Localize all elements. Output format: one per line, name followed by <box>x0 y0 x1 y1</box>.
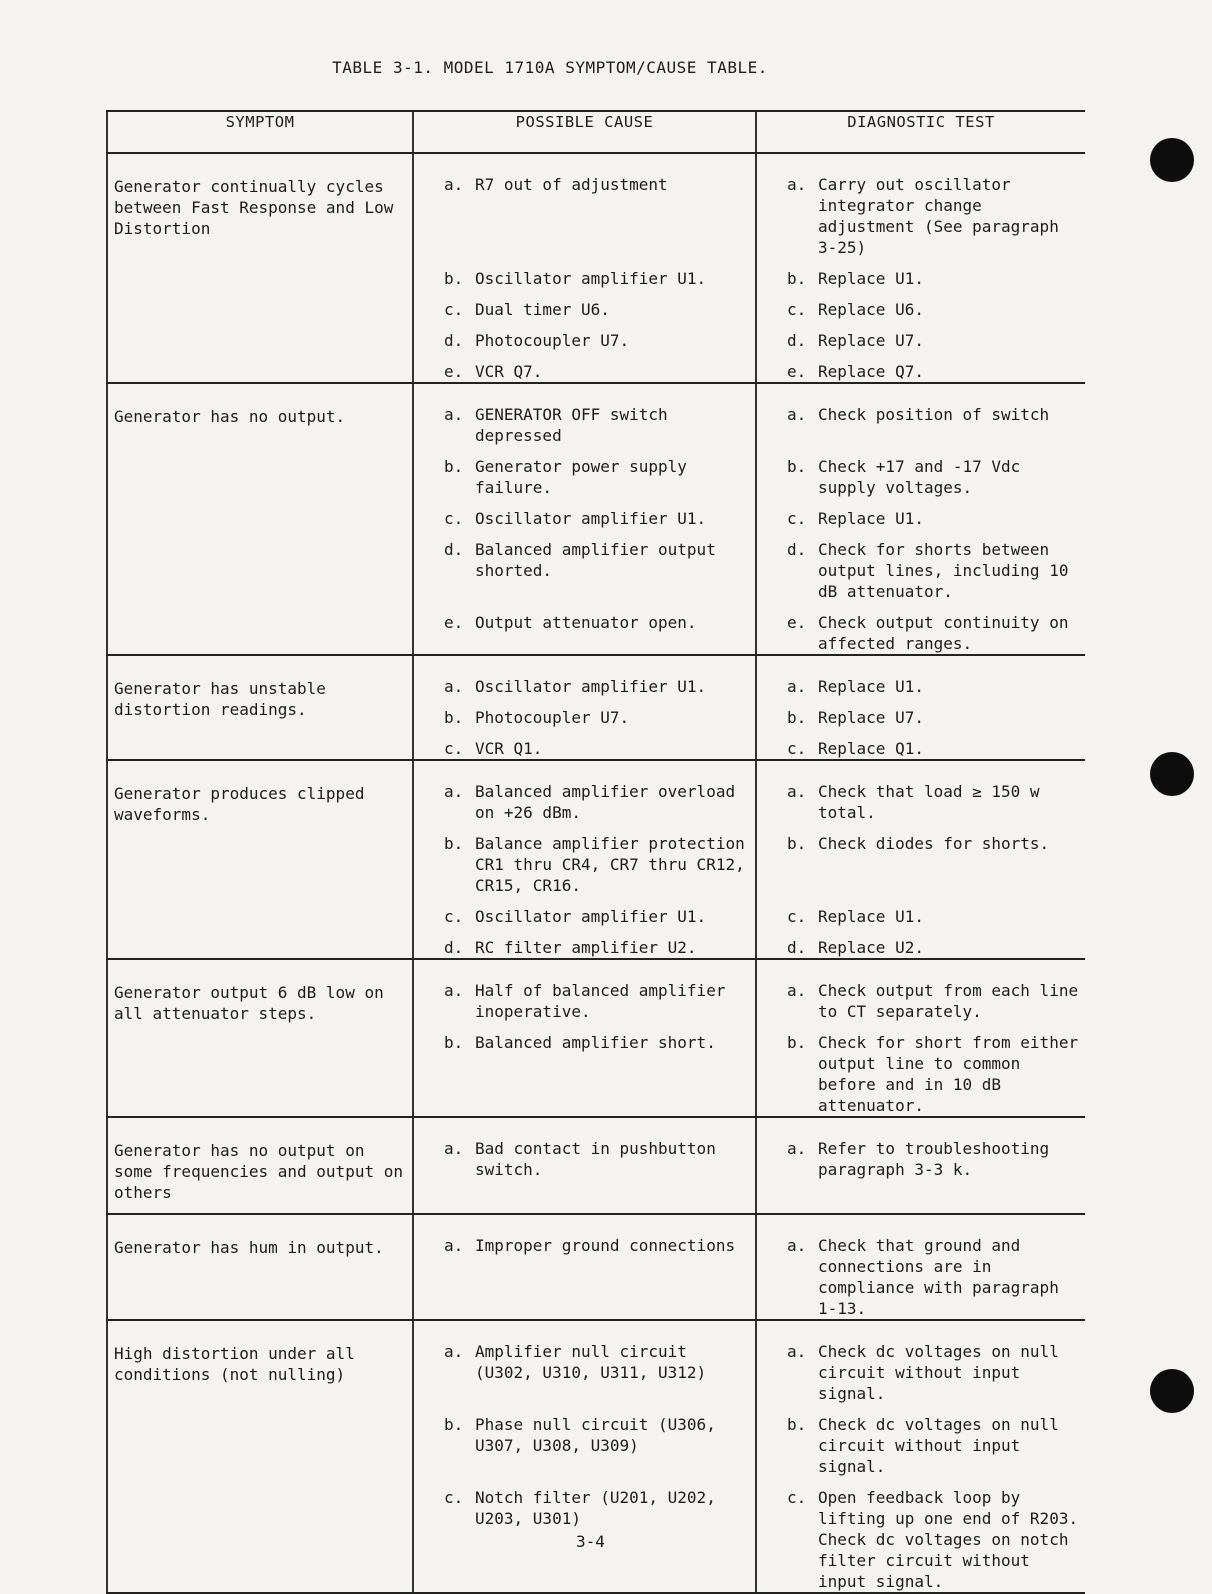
cause-item-text: Amplifier null circuit (U302, U310, U311, U312) <box>475 1342 707 1382</box>
test-item-text: Refer to troubleshooting paragraph 3-3 k. <box>818 1139 1050 1179</box>
test-item-letter: a. <box>787 405 807 424</box>
test-item <box>757 268 1085 289</box>
cause-item-text: Bad contact in pushbutton switch. <box>475 1139 716 1179</box>
cause-item-letter: a. <box>444 1139 464 1158</box>
cause-item-text: VCR Q7. <box>475 362 543 381</box>
test-item-letter: a. <box>787 1139 807 1158</box>
test-item-letter: a. <box>787 1342 807 1361</box>
test-item-text: Replace U1. <box>818 677 924 696</box>
cause-item <box>414 906 755 927</box>
binder-hole <box>1150 752 1194 796</box>
cause-item-text: Balanced amplifier output shorted. <box>475 540 716 580</box>
test-item-letter: c. <box>787 1488 807 1507</box>
test-item-text: Replace U6. <box>818 300 924 319</box>
table-row <box>107 153 1085 383</box>
test-item-letter: c. <box>787 907 807 926</box>
cause-item-text: GENERATOR OFF switch depressed <box>475 405 668 445</box>
cause-item-letter: a. <box>444 405 464 424</box>
test-item-text: Replace U2. <box>818 938 924 957</box>
test-item <box>757 833 1085 896</box>
cause-item <box>414 1341 755 1404</box>
test-item-letter: b. <box>787 269 807 288</box>
symptom-cell <box>107 959 413 1117</box>
cause-item-text: Photocoupler U7. <box>475 331 630 350</box>
cause-item-text: Oscillator amplifier U1. <box>475 509 707 528</box>
cause-item-letter: e. <box>444 613 464 632</box>
cause-item <box>414 833 755 896</box>
test-item-letter: a. <box>787 782 807 801</box>
test-item <box>757 612 1085 654</box>
cause-item-letter: b. <box>444 457 464 476</box>
cause-item <box>414 539 755 602</box>
test-item-letter: d. <box>787 938 807 957</box>
test-item <box>757 738 1085 759</box>
cause-cell <box>413 1320 756 1593</box>
cause-item-letter: d. <box>444 540 464 559</box>
cause-item <box>414 738 755 759</box>
test-item-text: Check output from each line to CT separately. <box>818 981 1079 1021</box>
test-item <box>757 456 1085 498</box>
cause-item-letter: a. <box>444 175 464 194</box>
cause-item-letter: a. <box>444 782 464 801</box>
test-cell <box>756 655 1085 760</box>
test-item-text: Replace U7. <box>818 708 924 727</box>
test-item <box>757 1235 1085 1319</box>
cause-item-text: Improper ground connections <box>475 1236 736 1255</box>
cause-item-text: Oscillator amplifier U1. <box>475 907 707 926</box>
test-cell <box>756 760 1085 959</box>
test-item-letter: e. <box>787 613 807 632</box>
cause-item-letter: b. <box>444 1033 464 1052</box>
symptom-text: High distortion under all conditions (not nulling) <box>114 1344 355 1384</box>
cause-item-text: Phase null circuit (U306, U307, U308, U309) <box>475 1415 716 1455</box>
test-item <box>757 174 1085 258</box>
symptom-text: Generator has no output on some frequencies and output on others <box>114 1141 403 1202</box>
test-item-letter: a. <box>787 677 807 696</box>
test-item-letter: b. <box>787 457 807 476</box>
cause-item-letter: b. <box>444 708 464 727</box>
header-possible-cause: POSSIBLE CAUSE <box>413 111 756 153</box>
symptom-cell <box>107 760 413 959</box>
cause-item-text: Half of balanced amplifier inoperative. <box>475 981 726 1021</box>
cause-item <box>414 268 755 289</box>
symptom-text: Generator continually cycles between Fast Response and Low Distortion <box>114 177 394 238</box>
test-item <box>757 330 1085 351</box>
cause-item <box>414 612 755 654</box>
test-item-letter: a. <box>787 1236 807 1255</box>
test-item <box>757 1414 1085 1477</box>
test-cell <box>756 153 1085 383</box>
cause-item-letter: c. <box>444 300 464 319</box>
cause-cell <box>413 383 756 655</box>
test-item-text: Carry out oscillator integrator change adjustment (See paragraph 3-25) <box>818 175 1059 257</box>
test-item <box>757 508 1085 529</box>
test-item-text: Replace U1. <box>818 269 924 288</box>
test-item <box>757 676 1085 697</box>
test-item-letter: a. <box>787 981 807 1000</box>
test-item-text: Check that ground and connections are in compliance with paragraph 1-13. <box>818 1236 1059 1318</box>
symptom-text: Generator has hum in output. <box>114 1238 384 1257</box>
cause-item-letter: c. <box>444 907 464 926</box>
header-diagnostic-test: DIAGNOSTIC TEST <box>756 111 1085 153</box>
cause-item-letter: a. <box>444 981 464 1000</box>
cause-item-letter: a. <box>444 677 464 696</box>
test-item-text: Replace Q7. <box>818 362 924 381</box>
cause-item-letter: d. <box>444 938 464 957</box>
cause-item-text: R7 out of adjustment <box>475 175 668 194</box>
test-item-letter: b. <box>787 1033 807 1052</box>
test-cell <box>756 959 1085 1117</box>
header-symptom: SYMPTOM <box>107 111 413 153</box>
test-item-text: Check that load ≥ 150 w total. <box>818 782 1040 822</box>
test-item <box>757 707 1085 728</box>
test-item-letter: c. <box>787 509 807 528</box>
cause-item-letter: d. <box>444 331 464 350</box>
test-item-letter: a. <box>787 175 807 194</box>
test-item <box>757 937 1085 958</box>
test-item-text: Check for short from either output line to common before and in 10 dB attenuator. <box>818 1033 1079 1115</box>
symptom-cell <box>107 383 413 655</box>
test-item-text: Replace U1. <box>818 509 924 528</box>
cause-item <box>414 1138 755 1180</box>
test-item-letter: b. <box>787 708 807 727</box>
cause-item-letter: c. <box>444 739 464 758</box>
cause-cell <box>413 1117 756 1214</box>
cause-item-letter: c. <box>444 1488 464 1507</box>
page-number: 3-4 <box>576 1532 605 1551</box>
cause-item-letter: b. <box>444 269 464 288</box>
test-item <box>757 980 1085 1022</box>
test-item-letter: c. <box>787 300 807 319</box>
test-cell <box>756 383 1085 655</box>
cause-item <box>414 676 755 697</box>
table-title: TABLE 3-1. MODEL 1710A SYMPTOM/CAUSE TABLE. <box>332 58 768 77</box>
test-item <box>757 1487 1085 1592</box>
table-row <box>107 760 1085 959</box>
test-item <box>757 781 1085 823</box>
cause-item-text: RC filter amplifier U2. <box>475 938 697 957</box>
cause-item-text: VCR Q1. <box>475 739 543 758</box>
cause-item-letter: e. <box>444 362 464 381</box>
binder-hole <box>1150 138 1194 182</box>
header-row <box>107 111 1085 153</box>
cause-item-text: Output attenuator open. <box>475 613 697 632</box>
cause-item <box>414 1032 755 1116</box>
cause-item <box>414 980 755 1022</box>
symptom-cell <box>107 153 413 383</box>
test-item-text: Check diodes for shorts. <box>818 834 1050 853</box>
cause-cell <box>413 153 756 383</box>
cause-item-text: Generator power supply failure. <box>475 457 687 497</box>
cause-cell <box>413 959 756 1117</box>
table-row <box>107 1320 1085 1593</box>
cause-item-letter: a. <box>444 1236 464 1255</box>
test-item-letter: b. <box>787 834 807 853</box>
cause-cell <box>413 1214 756 1320</box>
test-cell <box>756 1214 1085 1320</box>
cause-item-text: Photocoupler U7. <box>475 708 630 727</box>
cause-cell <box>413 655 756 760</box>
test-item-text: Check position of switch <box>818 405 1050 424</box>
cause-item-text: Dual timer U6. <box>475 300 610 319</box>
test-item <box>757 906 1085 927</box>
table-row <box>107 959 1085 1117</box>
test-item-text: Check for shorts between output lines, including 10 dB attenuator. <box>818 540 1069 601</box>
test-item <box>757 1032 1085 1116</box>
test-item-text: Replace U1. <box>818 907 924 926</box>
cause-item-letter: b. <box>444 834 464 853</box>
cause-item <box>414 330 755 351</box>
symptom-cell <box>107 1320 413 1593</box>
test-item-text: Replace U7. <box>818 331 924 350</box>
test-item <box>757 1341 1085 1404</box>
cause-item <box>414 1414 755 1477</box>
cause-item <box>414 456 755 498</box>
test-item <box>757 539 1085 602</box>
cause-item-text: Balanced amplifier overload on +26 dBm. <box>475 782 736 822</box>
cause-item <box>414 404 755 446</box>
cause-item <box>414 937 755 958</box>
test-item-letter: d. <box>787 540 807 559</box>
test-item <box>757 1138 1085 1180</box>
table-row <box>107 1214 1085 1320</box>
cause-item <box>414 781 755 823</box>
cause-item <box>414 299 755 320</box>
symptom-cell <box>107 655 413 760</box>
symptom-text: Generator has no output. <box>114 407 346 426</box>
cause-item-text: Oscillator amplifier U1. <box>475 677 707 696</box>
cause-item <box>414 361 755 382</box>
cause-item-text: Balanced amplifier short. <box>475 1033 716 1052</box>
test-item <box>757 299 1085 320</box>
test-cell <box>756 1320 1085 1593</box>
cause-item-text: Notch filter (U201, U202, U203, U301) <box>475 1488 716 1528</box>
cause-item-letter: a. <box>444 1342 464 1361</box>
test-item-letter: e. <box>787 362 807 381</box>
symptom-cell <box>107 1117 413 1214</box>
symptom-text: Generator has unstable distortion readings. <box>114 679 326 719</box>
cause-item-letter: c. <box>444 509 464 528</box>
test-item-text: Check dc voltages on null circuit without input signal. <box>818 1415 1059 1476</box>
cause-item-text: Balance amplifier protection CR1 thru CR4, CR7 thru CR12, CR15, CR16. <box>475 834 745 895</box>
test-item-text: Open feedback loop by lifting up one end of R203. Check dc voltages on notch filter circuit without input signal. <box>818 1488 1079 1591</box>
test-item-text: Replace Q1. <box>818 739 924 758</box>
test-item-letter: d. <box>787 331 807 350</box>
test-item-text: Check output continuity on affected ranges. <box>818 613 1069 653</box>
cause-item <box>414 707 755 728</box>
symptom-text: Generator output 6 dB low on all attenuator steps. <box>114 983 384 1023</box>
symptom-text: Generator produces clipped waveforms. <box>114 784 365 824</box>
cause-cell <box>413 760 756 959</box>
cause-item <box>414 1235 755 1319</box>
test-item-letter: c. <box>787 739 807 758</box>
test-item <box>757 361 1085 382</box>
table-row <box>107 383 1085 655</box>
test-item-text: Check +17 and -17 Vdc supply voltages. <box>818 457 1021 497</box>
cause-item-letter: b. <box>444 1415 464 1434</box>
binder-hole <box>1150 1369 1194 1413</box>
symptom-cell <box>107 1214 413 1320</box>
table-row <box>107 1117 1085 1214</box>
test-item-letter: b. <box>787 1415 807 1434</box>
cause-item <box>414 508 755 529</box>
cause-item-text: Oscillator amplifier U1. <box>475 269 707 288</box>
test-cell <box>756 1117 1085 1214</box>
cause-item <box>414 174 755 258</box>
test-item <box>757 404 1085 446</box>
table-row <box>107 655 1085 760</box>
symptom-cause-table <box>106 110 1085 1594</box>
test-item-text: Check dc voltages on null circuit without input signal. <box>818 1342 1059 1403</box>
